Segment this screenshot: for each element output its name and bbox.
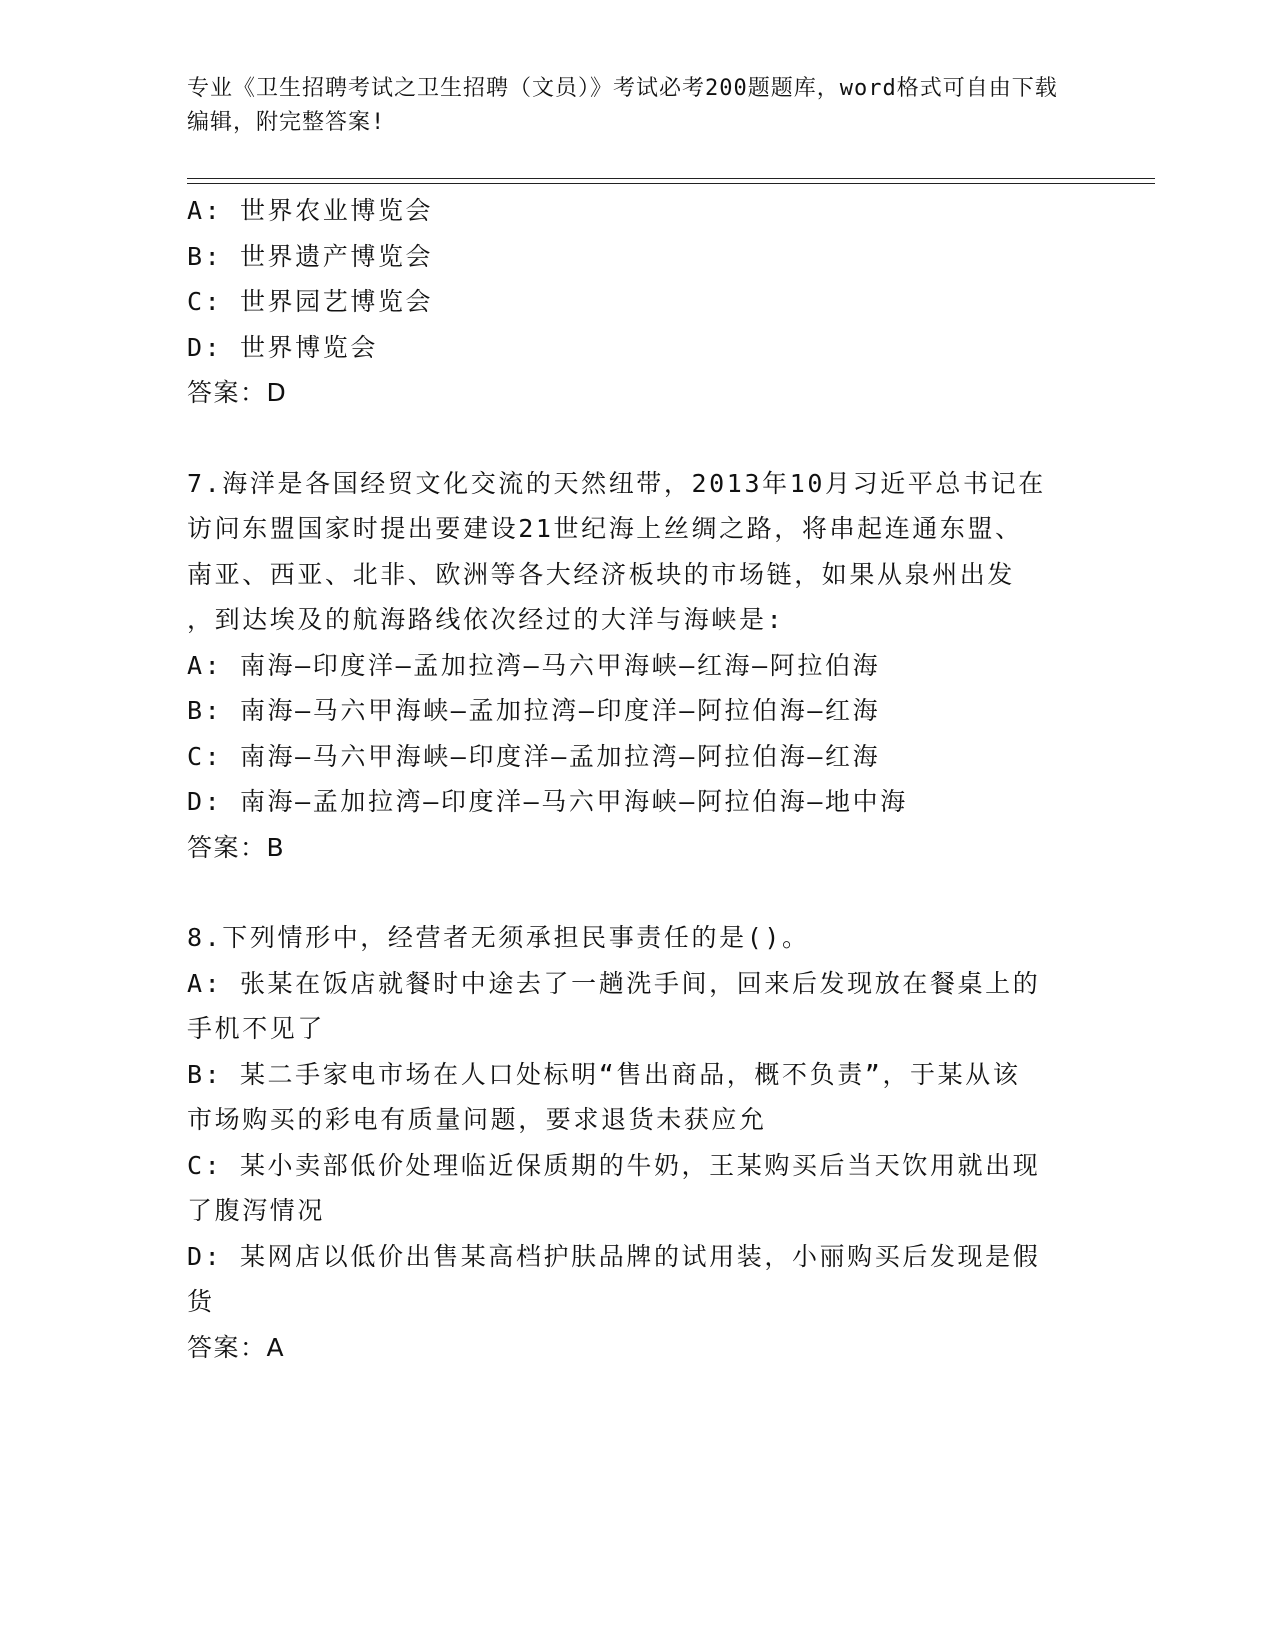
q7-stem-line: 访问东盟国家时提出要建设21世纪海上丝绸之路，将串起连通东盟、 [187,514,1023,543]
q6-answer: 答案：D [187,378,288,407]
q8-option-a-line: A: 张某在饭店就餐时中途去了一趟洗手间，回来后发现放在餐桌上的 [187,968,1041,998]
q8-option-d-line: 货 [187,1287,215,1316]
q8-option-b-line: B: 某二手家电市场在人口处标明“售出商品，概不负责”，于某从该 [187,1059,1021,1089]
q8-stem: 8.下列情形中，经营者无须承担民事责任的是()。 [187,923,810,952]
q7-option-b: B: 南海—马六甲海峡—孟加拉湾—印度洋—阿拉伯海—红海 [187,696,881,725]
q6-option-b: B: 世界遗产博览会 [187,241,434,271]
q7-stem-line: ，到达埃及的航海路线依次经过的大洋与海峡是: [187,605,785,634]
q6-option-d: D: 世界博览会 [187,332,378,362]
header-rule-bottom [187,183,1155,184]
q7-option-d: D: 南海—孟加拉湾—印度洋—马六甲海峡—阿拉伯海—地中海 [187,787,908,816]
q6-option-a: A: 世界农业博览会 [187,196,434,225]
header-intro-text: 专业《卫生招聘考试之卫生招聘（文员）》考试必考200题题库，word格式可自由下载编辑，附完整答案! [187,76,1058,135]
q8-option-d-line: D: 某网店以低价出售某高档护肤品牌的试用装，小丽购买后发现是假 [187,1241,1041,1271]
document-header [187,72,1067,140]
question-7-block [187,461,1087,871]
header-rule-top [187,178,1155,179]
q7-option-c: C: 南海—马六甲海峡—印度洋—孟加拉湾—阿拉伯海—红海 [187,741,881,771]
q8-option-b-line: 市场购买的彩电有质量问题，要求退货未获应允 [187,1105,767,1134]
q7-option-a: A: 南海—印度洋—孟加拉湾—马六甲海峡—红海—阿拉伯海 [187,650,881,680]
q7-answer: 答案：B [187,832,286,862]
question-8-block [187,915,1087,1370]
document-body [187,188,1087,1370]
question-spacer [187,870,1087,915]
q8-option-c-line: 了腹泻情况 [187,1196,326,1225]
q7-stem-line: 7.海洋是各国经贸文化交流的天然纽带，2013年10月习近平总书记在 [187,468,1046,498]
q7-stem-line: 南亚、西亚、北非、欧洲等各大经济板块的市场链，如果从泉州出发 [187,559,1016,589]
q8-option-c-line: C: 某小卖部低价处理临近保质期的牛奶，王某购买后当天饮用就出现 [187,1150,1041,1180]
q6-option-c: C: 世界园艺博览会 [187,287,434,316]
question-spacer [187,416,1087,461]
question-6-block [187,188,1087,416]
q8-option-a-line: 手机不见了 [187,1014,326,1043]
q8-answer: 答案：A [187,1332,286,1362]
